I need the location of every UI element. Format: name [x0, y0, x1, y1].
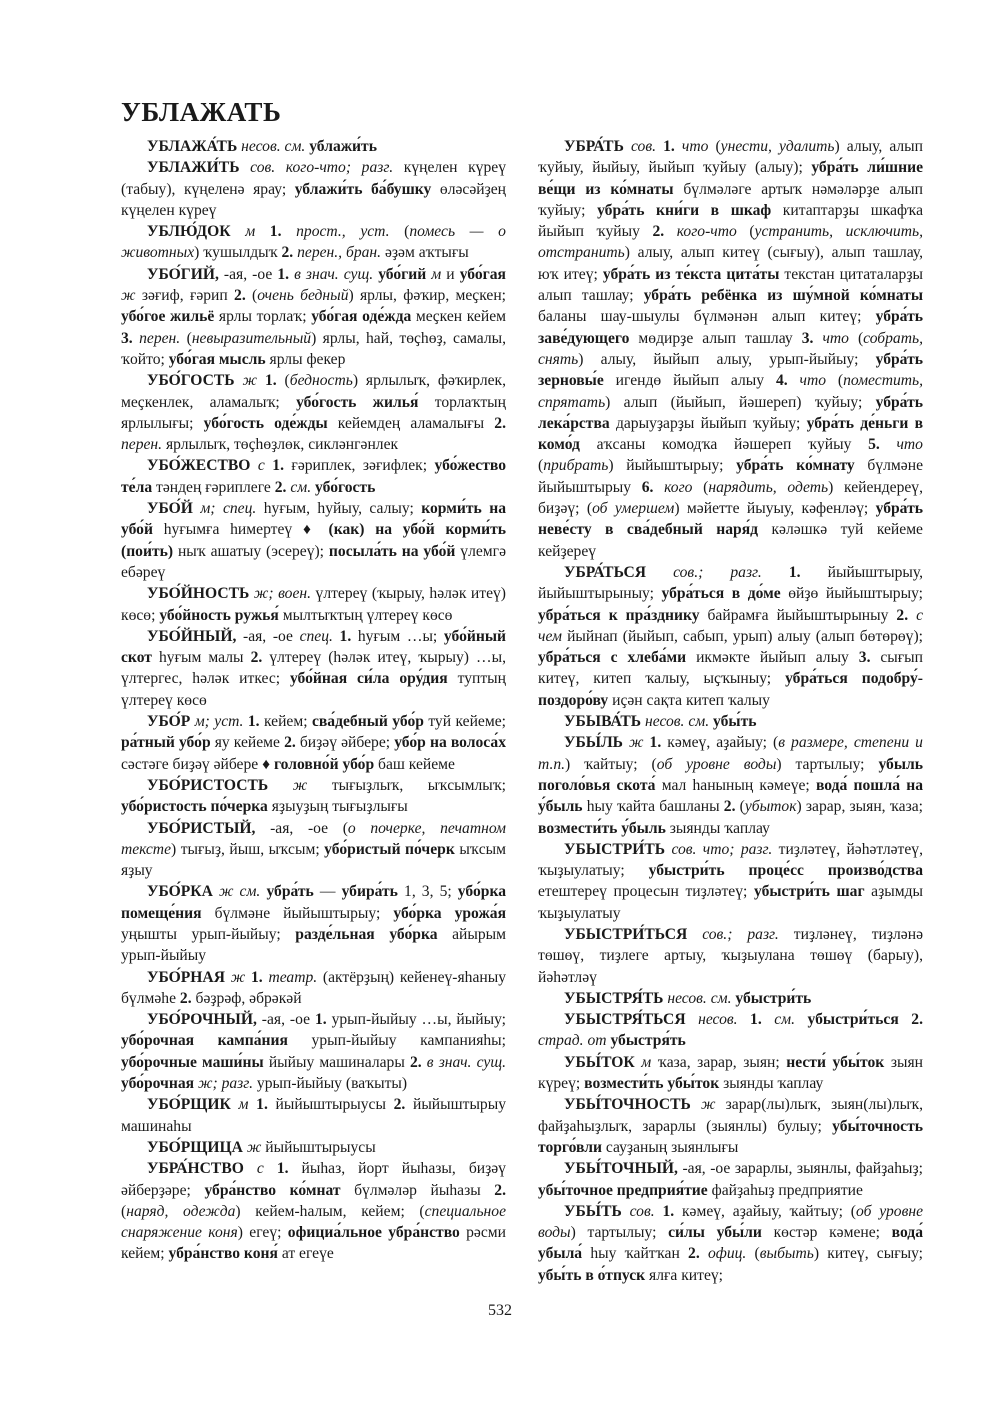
dictionary-entry: УБЫ́ЛЬ ж 1. кәмеү, аҙайыу; (в размере, степени и т.п.) ҡайтыу; (об уровне воды) тартылыу; убыль поголо́вья скота́ мал һанының кәмеүе; вода́ пошла́ на у́быль һыу ҡайта башланы 2. (убыток) зарар, зыян, ҡаза; возмести́ть у́быль зыянды ҡаплау — [538, 734, 924, 837]
dictionary-entry: УБО́Р м; уст. 1. кейем; сва́дебный убо́р туй кейеме; ра́тный убо́р яу кейеме 2. биҙәү әйбере; убо́р на волоса́х сәстәге биҙәү әйбере ♦ головно́й убо́р баш кейеме — [121, 713, 506, 773]
dictionary-entry: УБО́РИСТОСТЬ ж тығыҙлыҡ, ыҡсымлыҡ; убо́ристость по́черка яҙыуҙың тығыҙлығы — [121, 776, 506, 816]
left-column — [121, 136, 506, 1265]
dictionary-entry: УБЛАЖА́ТЬ несов. см. ублажи́ть — [147, 138, 377, 155]
dictionary-entry: УБЛАЖИ́ТЬ сов. кого-что; разг. күңелен күреү (табыу), күңеленә ярау; ублажи́ть ба́бушку өләсәйҙең күңелен күреү — [121, 159, 507, 219]
dictionary-columns — [121, 136, 924, 1294]
dictionary-entry: УБО́РНАЯ ж 1. театр. (актёрҙың) кейенеү-яһаныу бүлмәһе 2. бәҙрәф, әбрәкәй — [121, 968, 506, 1007]
dictionary-entry: УБО́РКА ж см. убра́ть — убира́ть 1, 3, 5; убо́рка помеще́ния бүлмәне йыйыштырыу; убо́рка урожа́я уңышты урып-йыйыу; разде́льная убо́рка айырым урып-йыйыу — [121, 883, 507, 965]
dictionary-entry: УБО́РОЧНЫЙ, -ая, -ое 1. урып-йыйыу …ы, йыйыу; убо́рочная кампа́ния урып-йыйыу кампанияһы; убо́рочные маши́ны йыйыу машиналары 2. в знач. сущ. убо́рочная ж; разг. урып-йыйыу (ваҡыты) — [121, 1011, 506, 1093]
dictionary-entry: УБО́РЩИК м 1. йыйыштырыусы 2. йыйыштырыу машинаһы — [121, 1096, 507, 1135]
dictionary-entry: УБЫВА́ТЬ несов. см. убы́ть — [564, 713, 757, 731]
dictionary-entry: УБЫСТРИ́ТЬСЯ сов.; разг. тиҙләнеү, тиҙләнә төшөү, тиҙлеге артыу, ҡыҙыулана төшөү (барыу), йәһәтләү — [538, 925, 923, 986]
page-number: 532 — [488, 1302, 512, 1319]
dictionary-entry: УБРА́НСТВО с 1. йыһаз, йорт йыһазы, биҙәү әйберҙәре; убра́нство ко́мнат бүлмәләр йыһазы 2. (наряд, одежда) кейем-һалым, кейем; (специальное снаряжение коня) егеү; официа́льное убра́нство рәсми кейем; убра́нство коня́ ат егеүе — [121, 1160, 506, 1263]
dictionary-entry: УБЛЮ́ДОК м 1. прост., уст. (помесь — о животных) ҡушылдыҡ 2. перен., бран. әҙәм аҡтығы — [121, 223, 506, 262]
dictionary-entry: УБЫСТРЯ́ТЬ несов. см. убыстри́ть — [564, 989, 812, 1007]
dictionary-entry: УБО́ЖЕСТВО с 1. ғәриплек, зәғифлек; убо́жество те́ла тәндең ғәриплеге 2. см. убо́гость — [121, 457, 506, 496]
right-column — [538, 136, 923, 1286]
dictionary-entry: УБО́ЙНОСТЬ ж; воен. үлтереү (ҡырыу, һәләк итеү) көсө; убо́йность ружья́ мылтыҡтың үлтереү көсө — [121, 585, 506, 624]
running-header: УБЛАЖАТЬ — [121, 97, 282, 127]
dictionary-entry: УБРА́ТЬСЯ сов.; разг. 1. йыйыштырыу, йыйыштырыныу; убра́ться в до́ме өйҙө йыйыштырыу; убра́ться к пра́зднику байрамға йыйыштырыныу 2. с чем йыйнап (йыйып, сабып, урып) алыу (алып бөтөрөү); убра́ться с хлеба́ми икмәкте йыйып алыу 3. сығып китеү, китеп ҡалыу, ыҫҡыныу; убра́ться подобру́-поздоро́ву иҫән сақта китеп ҡалыу — [538, 563, 924, 709]
dictionary-entry: УБО́РИСТЫЙ, -ая, -ое (о почерке, печатном тексте) тығыҙ, йыш, ыҡсым; убо́ристый по́черк ыҡсым яҙыу — [121, 819, 506, 880]
dictionary-entry: УБЫ́ТОЧНЫЙ, -ая, -ое зарарлы, зыянлы, файҙаһыҙ; убы́точное предприя́тие файҙаһыҙ предприятие — [538, 1160, 923, 1199]
dictionary-entry: УБЫСТРИ́ТЬ сов. что; разг. тиҙләтеү, йәһәтләтеү, ҡыҙыулатыу; убыстри́ть проце́сс произво́дства етештереү процесын тиҙләтеү; убыстри́ть шаг аҙымды ҡыҙыулатыу — [538, 840, 923, 922]
dictionary-entry: УБЫ́ТОЧНОСТЬ ж зарар(лы)лыҡ, зыян(лы)лыҡ, файҙаһыҙлыҡ, зарарлы (зыянлы) булыу; убы́точность торго́вли сауҙаның зыянлығы — [538, 1096, 923, 1156]
dictionary-entry: УБЫСТРЯ́ТЬСЯ несов. 1. см. убыстри́ться 2. страд. от убыстря́ть — [538, 1011, 923, 1050]
dictionary-entry: УБО́РЩИЦА ж йыйыштырыусы — [147, 1138, 376, 1156]
dictionary-entry: УБО́ГИЙ, -ая, -ое 1. в знач. сущ. убо́гий м и убо́гая ж зәғиф, ғәрип 2. (очень бедный) ярлы, фәҡир, меҫкен; убо́гое жильё ярлы торлаҡ; убо́гая оде́жда меҫкен кейем 3. перен. (невыразительный) ярлы, һай, төҫһөҙ, самалы, ҡойто; убо́гая мысль ярлы фекер — [121, 265, 507, 368]
dictionary-entry: УБО́ГОСТЬ ж 1. (бедность) ярлылыҡ, фәҡирлек, меҫкенлек, аламалыҡ; убо́гость жилья́ торлаҡтың ярлылығы; убо́гость оде́жды кейемдең аламалығы 2. перен. ярлылыҡ, төҫһөҙлөк, сикләнгәнлек — [121, 372, 506, 454]
dictionary-entry: УБЫ́ТОК м ҡаза, зарар, зыян; нести́ убы́ток зыян күреү; возмести́ть убы́ток зыянды ҡаплау — [538, 1053, 923, 1093]
dictionary-entry: УБО́ЙНЫЙ, -ая, -ое спец. 1. һуғым …ы; убо́йный скот һуғым малы 2. үлтереү (һәләк итеү, ҡырыу) …ы, үлтергес, һәләк иткес; убо́йная си́ла ору́дия туптың үлтереү көсө — [121, 627, 507, 709]
dictionary-entry: УБО́Й м; спец. һуғым, һуйыу, салыу; корми́ть на убо́й һуғымға һимертеү ♦ (как) на убо́й корми́ть (пои́ть) ныҡ ашатыу (эсереү); посыла́ть на убо́й үлемгә ебәреү — [121, 500, 506, 581]
dictionary-entry: УБРА́ТЬ сов. 1. что (унести, удалить) алыу, алып ҡуйыу, йыйыу, йыйып ҡуйыу (алыу); убра́ть ли́шние ве́щи из ко́мнаты бүлмәләге артыҡ нәмәләрҙе алып ҡуйыу; убра́ть кни́ги в шкаф китаптарҙы шкафҡа йыйып ҡуйыу 2. кого-что (устранить, исключить, отстранить) алыу, алып китеү (сығыу), алып ташлау, юҡ итеү; убра́ть из те́кста цита́ты текстан цитаталарҙы алып ташлау; убра́ть ребёнка из шу́мной ко́мнаты баланы шау-шыулы бүлмәнән алып китеү; убра́ть заве́дующего мөдирҙе алып ташлау 3. что (собрать, снять) алыу, йыйып алыу, урып-йыйыу; убра́ть зерновы́е игендө йыйып алыу 4. что (поместить, спрятать) алып (йыйып, йәшереп) ҡуйыу; убра́ть лека́рства дарыуҙарҙы йыйып ҡуйыу; убра́ть де́ньги в комо́д аҡсаны комодҡа йәшереп ҡуйыу 5. что (прибрать) йыйыштырыу; убра́ть ко́мнату бүлмәне йыйыштырыу 6. кого (нарядить, одеть) кейендереү, биҙәү; (об умершем) мәйетте йыуыу, кәфенләү; убра́ть неве́сту в сва́дебный наря́д кәләшкә туй кейеме кейҙереү — [538, 138, 924, 560]
dictionary-entry: УБЫ́ТЬ сов. 1. кәмеү, аҙайыу, ҡайтыу; (об уровне воды) тартылыу; си́лы убы́ли көстәр кәмене; вода́ убыла́ һыу ҡайтҡан 2. офиц. (выбыть) китеү, сығыу; убы́ть в о́тпуск ялға китеү; — [538, 1202, 924, 1284]
